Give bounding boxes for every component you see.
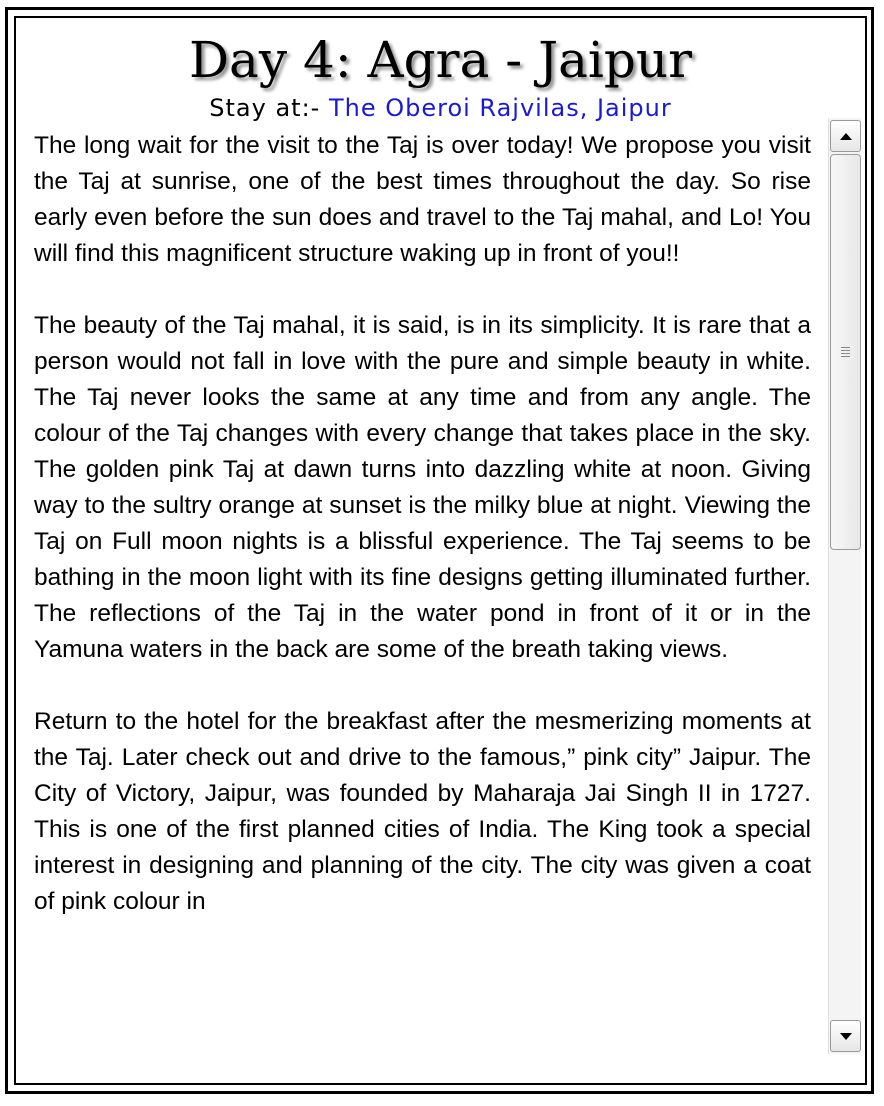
page-title: Day 4: Agra - Jaipur — [188, 31, 693, 89]
triangle-up-icon — [840, 133, 852, 140]
paragraph-sunrise: The long wait for the visit to the Taj is over today! We propose you visit the Taj at sunrise, one of the best times throughout the day. So rise early even before the sun does and travel to the Taj mahal, and Lo! You will find this magnificent structure waking up in front of you!! — [34, 132, 811, 267]
stay-line — [14, 92, 867, 124]
vertical-scrollbar[interactable] — [828, 118, 861, 1054]
grip-lines-icon — [841, 347, 850, 357]
itinerary-text — [34, 128, 811, 1032]
scroll-up-button[interactable] — [830, 120, 861, 152]
stay-label: Stay at:- — [209, 94, 321, 122]
paragraph-beauty: The beauty of the Taj mahal, it is said, is in its simplicity. It is rare that a person would not fall in love with the pure and simple beauty in white. The Taj never looks the same at any time and from any angle. The colour of the Taj changes with every change that takes place in the sky. The golden pink Taj at dawn turns into dazzling white at noon. Giving way to the sultry orange at sunset is the milky blue at night. Viewing the Taj on Full moon nights is a blissful experience. The Taj seems to be bathing in the moon light with its fine designs getting illuminated further. The reflections of the Taj in the water pond in front of it or in the Yamuna waters in the back are some of the breath taking views. — [34, 312, 811, 663]
triangle-down-icon — [840, 1033, 852, 1040]
hotel-name: The Oberoi Rajvilas, Jaipur — [328, 94, 672, 122]
scroll-down-button[interactable] — [830, 1020, 861, 1052]
paragraph-return: Return to the hotel for the breakfast after the mesmerizing moments at the Taj. Later check out and drive to the famous,” pink city” Jaipur. The City of Victory, Jaipur, was founded by Maharaja Jai Singh II in 1727. This is one of the first planned cities of India. The King took a special interest in designing and planning of the city. The city was given a coat of pink colour in — [34, 708, 811, 915]
scroll-thumb[interactable] — [830, 154, 861, 550]
